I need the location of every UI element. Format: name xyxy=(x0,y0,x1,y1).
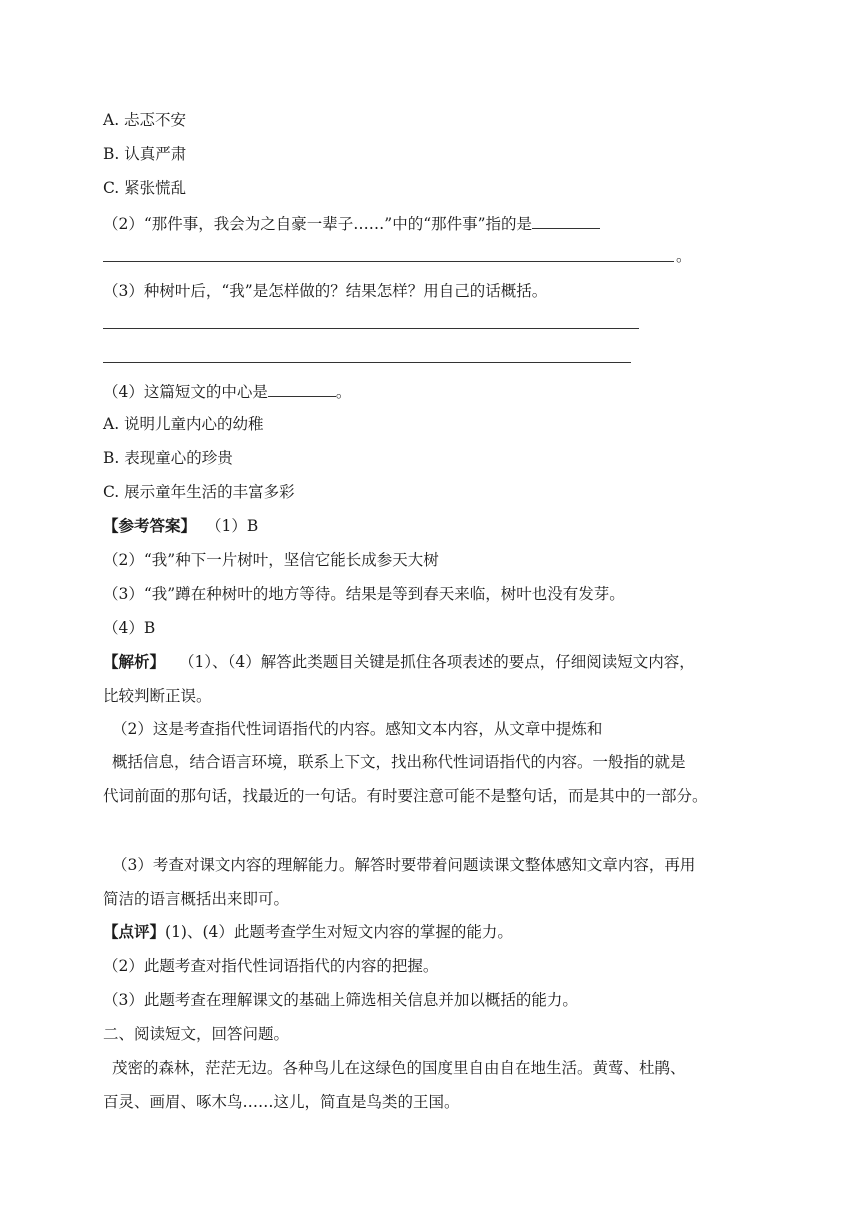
q4-option-b: B. 表现童心的珍贵 xyxy=(103,449,233,467)
analysis-p3-line1: （3）考查对课文内容的理解能力。解答时要带着问题读课文整体感知文章内容，再用 xyxy=(112,856,696,874)
analysis-p2-line1: （2）这是考查指代性词语指代的内容。感知文本内容，从文章中提炼和 xyxy=(112,720,603,738)
analysis-p1-line1: （1）、（4）解答此类题目关键是抓住各项表述的要点，仔细阅读短文内容， xyxy=(179,653,695,671)
comment-1: (1)、(4）此题考查学生对短文内容的掌握的能力。 xyxy=(165,923,513,941)
question-2-text: （2）“那件事，我会为之自豪一辈子……”中的“那件事”指的是 xyxy=(103,215,533,233)
answer-1: （1）B xyxy=(206,517,259,535)
answer-heading xyxy=(103,516,258,536)
analysis-p1-line2: 比较判断正误。 xyxy=(103,687,212,705)
answer-blank xyxy=(268,380,336,397)
period-mark: 。 xyxy=(676,247,692,265)
analysis-label: 【解析】 xyxy=(103,652,166,671)
question-4 xyxy=(103,380,351,402)
comment-2: （2）此题考查对指代性词语指代的内容的把握。 xyxy=(103,957,439,975)
analysis-p2-line2: 概括信息，结合语言环境，联系上下文，找出称代性词语指代的内容。一般指的就是 xyxy=(112,753,686,771)
answer-line xyxy=(103,261,674,262)
q1-option-b: B. 认真严肃 xyxy=(103,145,187,163)
answer-4: （4）B xyxy=(103,619,156,637)
question-4-suffix: 。 xyxy=(335,383,352,401)
q4-option-a: A. 说明儿童内心的幼稚 xyxy=(103,415,264,433)
answer-3: （3）“我”蹲在种树叶的地方等待。结果是等到春天来临，树叶也没有发芽。 xyxy=(103,585,625,603)
q1-option-a: A. 忐忑不安 xyxy=(103,111,187,129)
analysis-p2-line3: 代词前面的那句话，找最近的一句话。有时要注意可能不是整句话，而是其中的一部分。 xyxy=(103,787,708,805)
answer-blank xyxy=(532,212,600,229)
answer-2: （2）“我”种下一片树叶，坚信它能长成参天大树 xyxy=(103,551,439,569)
comment-label: 【点评】 xyxy=(103,922,166,941)
q4-option-c: C. 展示童年生活的丰富多彩 xyxy=(103,483,295,501)
answer-line xyxy=(103,328,639,329)
question-3: （3）种树叶后，“我”是怎样做的？结果怎样？用自己的话概括。 xyxy=(103,282,548,300)
question-2 xyxy=(103,212,600,234)
analysis-p3-line2: 简洁的语言概括出来即可。 xyxy=(103,890,290,908)
q1-option-c: C. 紧张慌乱 xyxy=(103,179,187,197)
section-2-heading: 二、阅读短文，回答问题。 xyxy=(103,1025,290,1043)
analysis-heading xyxy=(103,652,695,672)
answer-label: 【参考答案】 xyxy=(103,516,197,535)
passage-line-1: 茂密的森林，茫茫无边。各种鸟儿在这绿色的国度里自由自在地生活。黄莺、杜鹃、 xyxy=(112,1059,686,1077)
comment-heading xyxy=(103,922,513,942)
passage-line-2: 百灵、画眉、啄木鸟……这儿，简直是鸟类的王国。 xyxy=(103,1093,460,1111)
question-4-text: （4）这篇短文的中心是 xyxy=(103,383,268,401)
answer-line xyxy=(103,362,631,363)
comment-3: （3）此题考查在理解课文的基础上筛选相关信息并加以概括的能力。 xyxy=(103,991,578,1009)
